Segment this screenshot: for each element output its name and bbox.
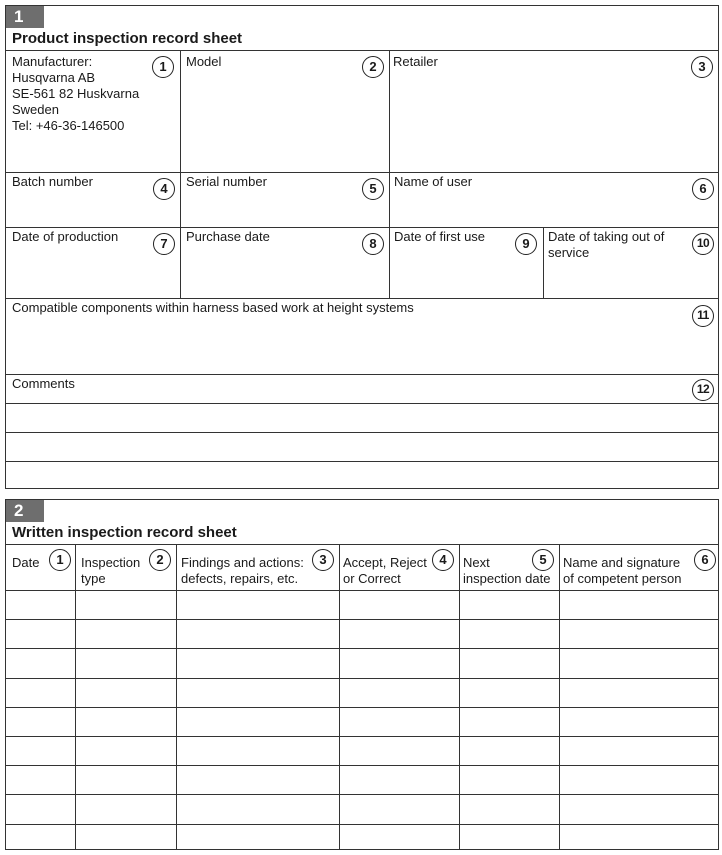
- manufacturer-label: Manufacturer:: [12, 54, 93, 69]
- column-divider: [459, 544, 460, 849]
- marker-4: 4: [153, 178, 175, 200]
- grid-line: [6, 403, 718, 404]
- grid-line: [6, 227, 718, 228]
- table-row: [6, 707, 718, 708]
- marker-3: 3: [312, 549, 334, 571]
- marker-3: 3: [691, 56, 713, 78]
- grid-line: [389, 50, 390, 298]
- model-field-label: Model: [186, 54, 222, 69]
- column-header-name-signature: [563, 555, 682, 587]
- column-divider: [559, 544, 560, 849]
- header-line: defects, repairs, etc.: [181, 571, 299, 586]
- column-header-accept-reject: [343, 555, 427, 587]
- sheet-number-badge: 2: [6, 500, 44, 522]
- retailer-field-label: Retailer: [393, 54, 438, 69]
- marker-12: 12: [692, 379, 714, 401]
- grid-line: [6, 50, 718, 51]
- header-line: or Correct: [343, 571, 401, 586]
- marker-5: 5: [532, 549, 554, 571]
- header-line: of competent person: [563, 571, 682, 586]
- marker-1: 1: [49, 549, 71, 571]
- marker-1: 1: [152, 56, 174, 78]
- manufacturer-name: Husqvarna AB: [12, 70, 96, 85]
- manufacturer-country: Sweden: [12, 102, 59, 117]
- marker-2: 2: [362, 56, 384, 78]
- marker-5: 5: [362, 178, 384, 200]
- manufacturer-address: SE-561 82 Huskvarna: [12, 86, 140, 101]
- date-taking-out-line1: Date of taking out of: [548, 229, 665, 244]
- table-row: [6, 765, 718, 766]
- sheet-title: Product inspection record sheet: [12, 30, 243, 47]
- manufacturer-phone: Tel: +46-36-146500: [12, 118, 125, 133]
- grid-line: [180, 50, 181, 298]
- column-divider: [339, 544, 340, 849]
- grid-line: [6, 172, 718, 173]
- column-header-findings: [181, 555, 304, 587]
- sheet-number-badge: 1: [6, 6, 44, 28]
- purchase-date-label: Purchase date: [186, 229, 270, 244]
- header-line: Next: [463, 555, 490, 570]
- header-line: Accept, Reject: [343, 555, 427, 570]
- header-line: Date: [12, 555, 40, 570]
- grid-line: [543, 227, 544, 298]
- table-row: [6, 736, 718, 737]
- grid-line: [6, 590, 718, 591]
- table-row: [6, 824, 718, 825]
- table-row: [6, 619, 718, 620]
- marker-11: 11: [692, 305, 714, 327]
- marker-10: 10: [692, 233, 714, 255]
- batch-number-label: Batch number: [12, 174, 93, 189]
- header-line: Findings and actions:: [181, 555, 304, 570]
- grid-line: [6, 298, 718, 299]
- product-inspection-sheet: [5, 5, 719, 489]
- header-line: Name and signature: [563, 555, 681, 570]
- serial-number-label: Serial number: [186, 174, 267, 189]
- marker-9: 9: [515, 233, 537, 255]
- marker-6: 6: [694, 549, 716, 571]
- header-line: type: [81, 571, 106, 586]
- marker-8: 8: [362, 233, 384, 255]
- sheet-title: Written inspection record sheet: [12, 524, 237, 541]
- table-row: [6, 678, 718, 679]
- column-header-inspection-type: [81, 555, 140, 587]
- column-divider: [75, 544, 76, 849]
- comments-label: Comments: [12, 376, 75, 391]
- date-of-production-label: Date of production: [12, 229, 119, 244]
- table-row: [6, 794, 718, 795]
- grid-line: [6, 374, 718, 375]
- name-of-user-label: Name of user: [394, 174, 473, 189]
- date-taking-out-of-service-label: [548, 229, 664, 261]
- marker-7: 7: [153, 233, 175, 255]
- header-line: inspection date: [463, 571, 551, 586]
- manufacturer-field: [12, 54, 139, 134]
- marker-4: 4: [432, 549, 454, 571]
- grid-line: [6, 461, 718, 462]
- column-header-date: [12, 555, 39, 571]
- date-of-first-use-label: Date of first use: [394, 229, 486, 244]
- table-row: [6, 648, 718, 649]
- marker-6: 6: [692, 178, 714, 200]
- column-divider: [176, 544, 177, 849]
- compatible-components-label: Compatible components within harness based work at height systems: [12, 300, 414, 315]
- grid-line: [6, 544, 718, 545]
- written-inspection-sheet: [5, 499, 719, 850]
- grid-line: [6, 432, 718, 433]
- marker-2: 2: [149, 549, 171, 571]
- header-line: Inspection: [81, 555, 141, 570]
- date-taking-out-line2: service: [548, 245, 590, 260]
